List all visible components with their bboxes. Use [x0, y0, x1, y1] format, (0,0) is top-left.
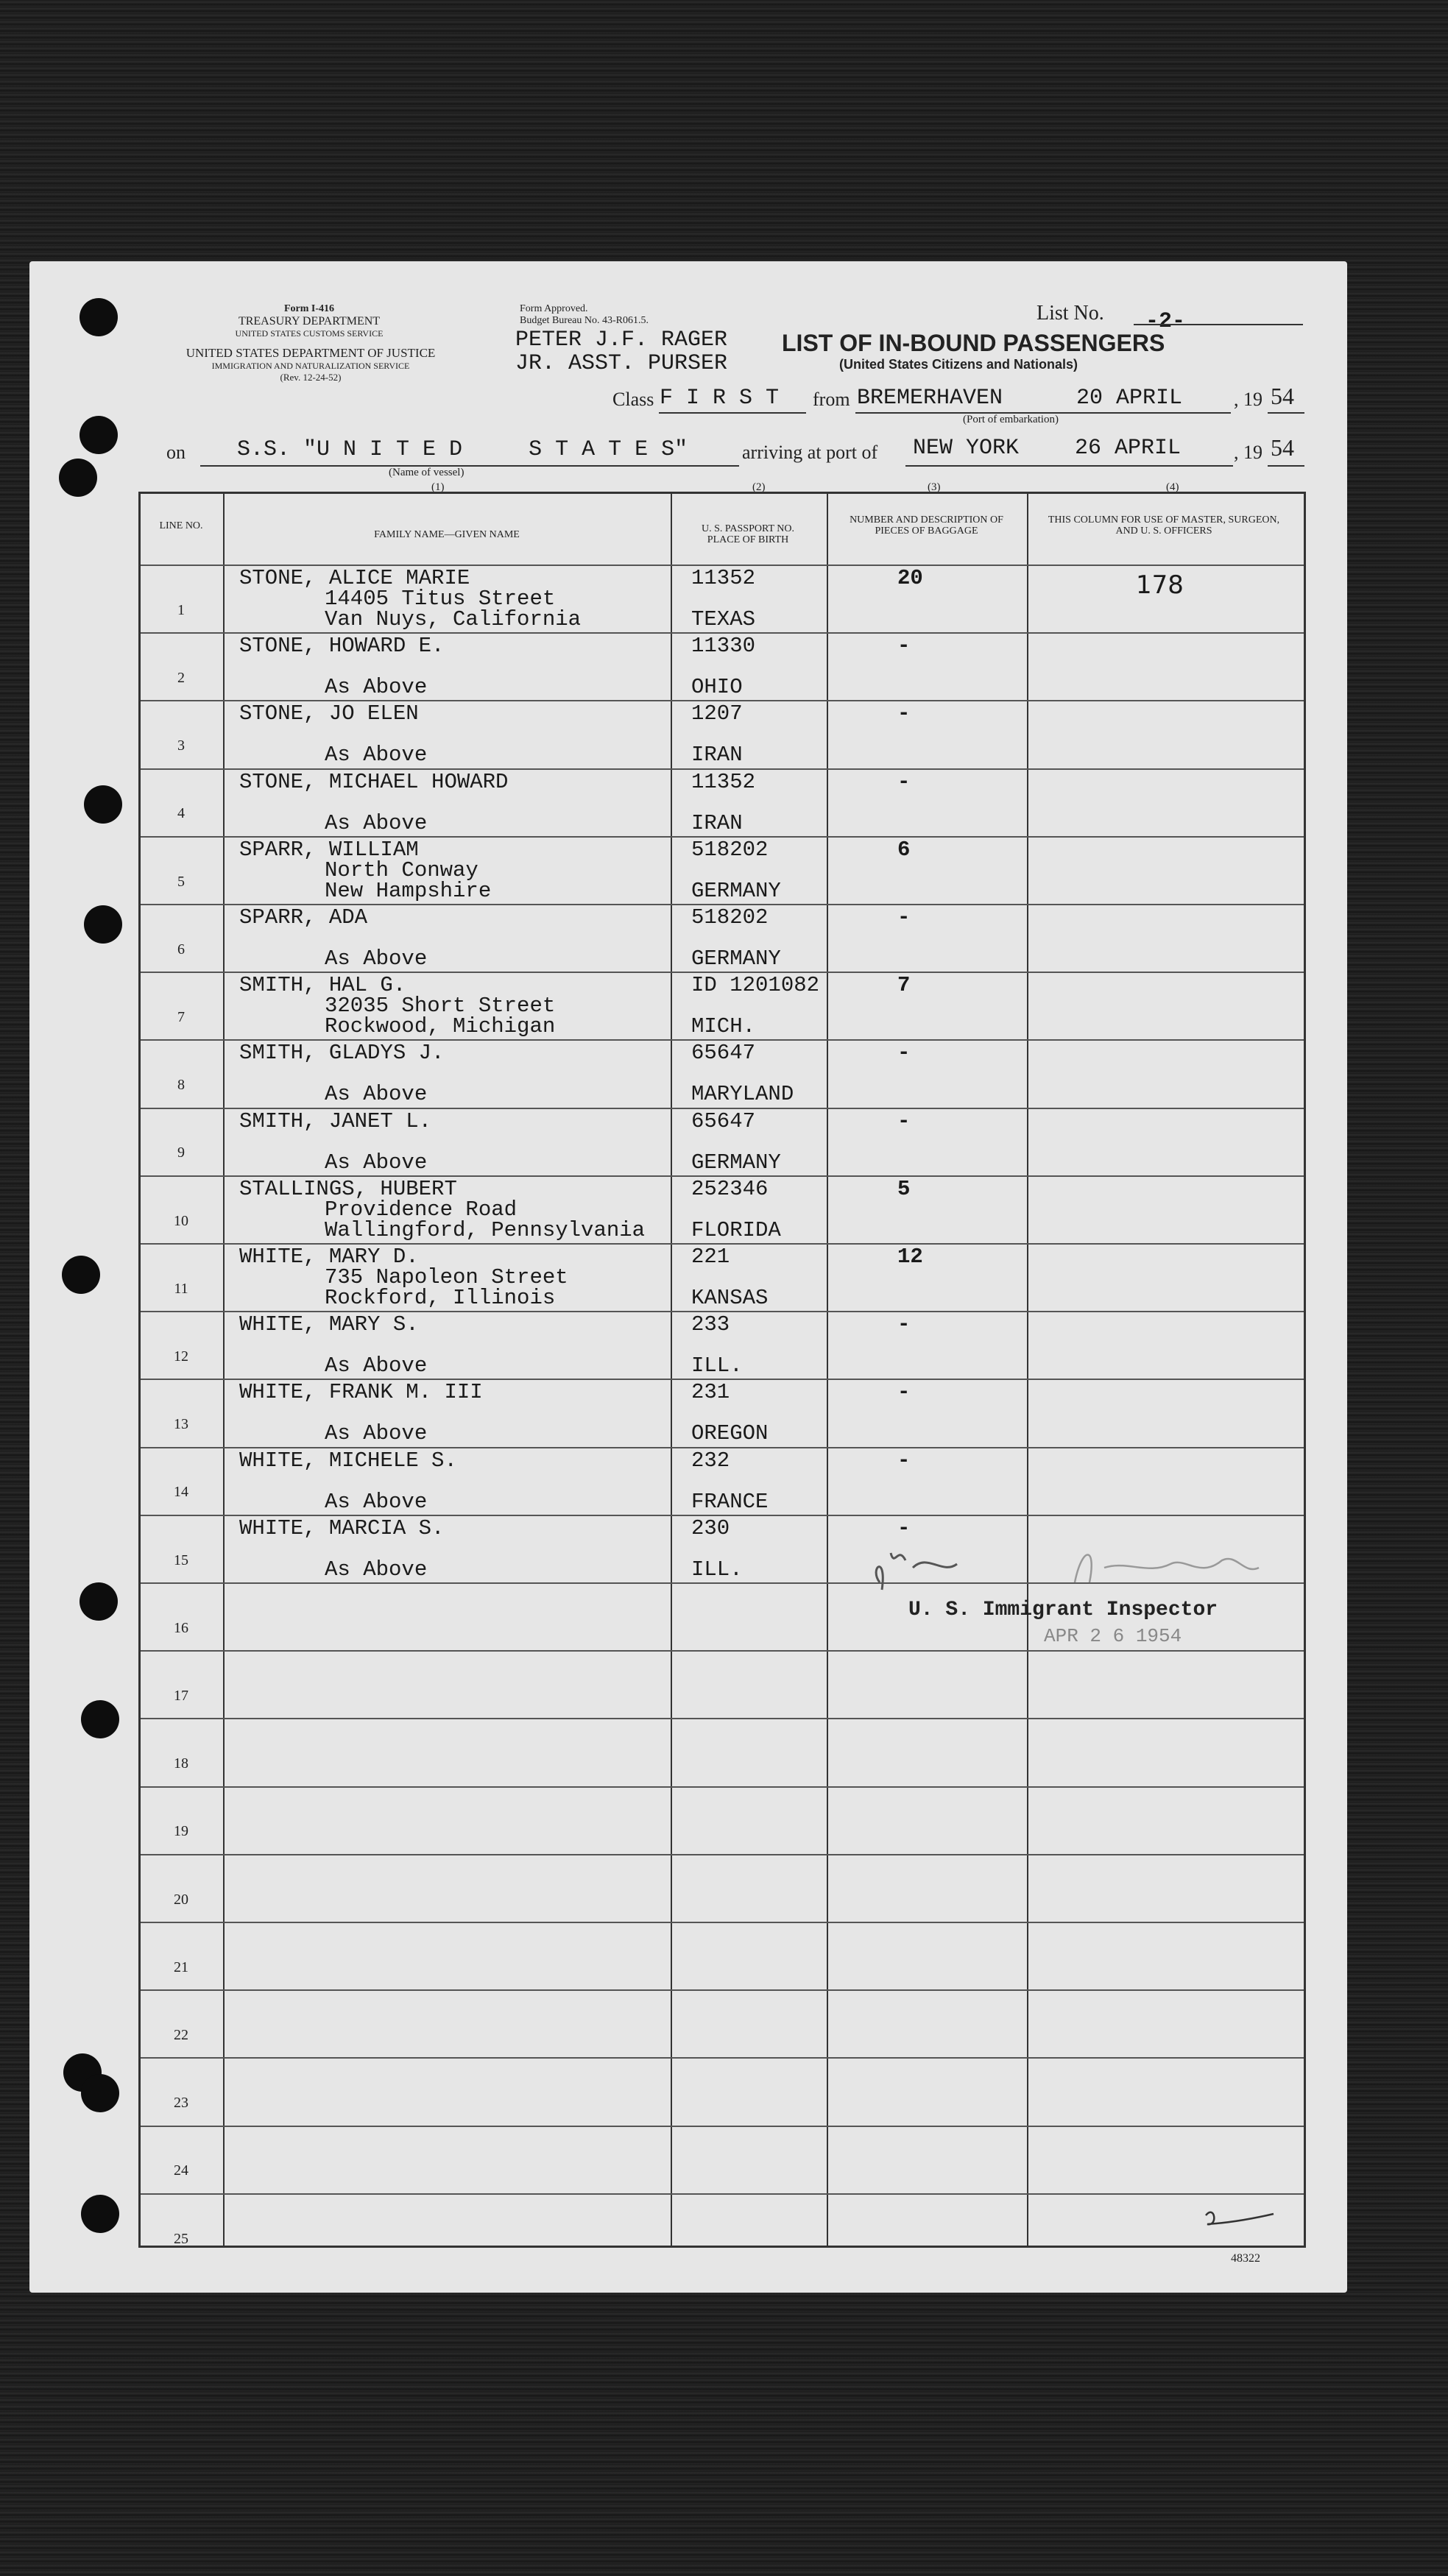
passenger-name: SPARR, WILLIAM [239, 837, 419, 862]
place-of-birth: MARYLAND [691, 1082, 794, 1107]
passenger-name: STALLINGS, HUBERT [239, 1176, 457, 1201]
binder-hole [81, 2195, 119, 2233]
passenger-address-line2: As Above [325, 1421, 428, 1446]
passenger-address-line2: As Above [325, 946, 428, 971]
line-number: 9 [177, 1144, 185, 1161]
passenger-address-line2: As Above [325, 1150, 428, 1175]
baggage-count: - [897, 1448, 911, 1473]
table-row [141, 1447, 1304, 1515]
passenger-address-line2: As Above [325, 1557, 428, 1582]
passport-number: 221 [691, 1245, 730, 1269]
inspector-title: U. S. Immigrant Inspector [908, 1599, 1218, 1621]
baggage-count: - [897, 1041, 911, 1066]
place-of-birth: MICH. [691, 1014, 756, 1039]
passenger-name: STONE, JO ELEN [239, 701, 419, 726]
page-title: LIST OF IN-BOUND PASSENGERS [782, 330, 1165, 356]
table-row [141, 904, 1304, 972]
passenger-name: WHITE, MARY D. [239, 1245, 419, 1269]
passport-number: 11352 [691, 566, 756, 590]
line-number: 23 [174, 2095, 188, 2112]
passport-number: 11330 [691, 634, 756, 659]
binder-hole [80, 298, 118, 336]
passenger-name: STONE, HOWARD E. [239, 634, 445, 659]
form-number: Form I-416 [283, 303, 335, 314]
passenger-address-line2: Rockwood, Michigan [325, 1014, 556, 1039]
passenger-address-line1: North Conway [325, 857, 478, 882]
passenger-address-line2: Wallingford, Pennsylvania [325, 1217, 646, 1242]
passport-number: 252346 [691, 1176, 769, 1201]
line-number: 1 [177, 601, 185, 618]
embarkation-port: BREMERHAVEN [857, 386, 1003, 411]
passenger-name: WHITE, MICHELE S. [239, 1448, 457, 1473]
officer-note: 178 [1136, 570, 1184, 600]
place-of-birth: GERMANY [691, 1150, 781, 1175]
line-number: 20 [174, 1891, 188, 1908]
header-officers: THIS COLUMN FOR USE OF MASTER, SURGEON, AND U. S. OFFICERS [1048, 514, 1280, 537]
line-number: 8 [177, 1077, 185, 1094]
budget-bureau: Budget Bureau No. 43-R061.5. [520, 315, 649, 326]
ins-service: IMMIGRATION AND NATURALIZATION SERVICE [211, 361, 410, 371]
header-name: FAMILY NAME—GIVEN NAME [374, 529, 520, 540]
passenger-name: WHITE, MARY S. [239, 1312, 419, 1337]
binder-hole [84, 905, 122, 944]
customs-service: UNITED STATES CUSTOMS SERVICE [235, 328, 384, 339]
inspector-signature [861, 1538, 1281, 1604]
baggage-count: - [897, 634, 911, 659]
table-row [141, 1108, 1304, 1175]
table-row [141, 1379, 1304, 1446]
passenger-address-line2: As Above [325, 810, 428, 835]
passenger-name: SPARR, ADA [239, 905, 368, 930]
table-row [141, 2193, 1304, 2261]
justice-dept: UNITED STATES DEPARTMENT OF JUSTICE [186, 346, 436, 360]
baggage-count: - [897, 1312, 911, 1337]
line-number: 17 [174, 1687, 188, 1704]
year-prefix: 19 [1243, 389, 1262, 410]
place-of-birth: OHIO [691, 675, 743, 700]
passport-number: 232 [691, 1448, 730, 1473]
passport-number: 230 [691, 1515, 730, 1540]
header-baggage: NUMBER AND DESCRIPTION OF PIECES OF BAGGAGE [850, 514, 1003, 537]
line-number: 2 [177, 669, 185, 686]
vessel-caption: (Name of vessel) [389, 467, 465, 478]
line-number: 14 [174, 1484, 188, 1501]
place-of-birth: ILL. [691, 1557, 743, 1582]
passport-number: 233 [691, 1312, 730, 1337]
class-label: Class [612, 389, 654, 410]
list-label: List No. [1036, 302, 1104, 325]
binder-hole [80, 1582, 118, 1621]
place-of-birth: TEXAS [691, 607, 756, 631]
line-number: 24 [174, 2162, 188, 2179]
passport-number: 518202 [691, 905, 769, 930]
list-number: -2- [1145, 309, 1186, 334]
passenger-address-line1: 735 Napoleon Street [325, 1265, 568, 1289]
table-row [141, 565, 1304, 632]
baggage-count: 5 [897, 1176, 911, 1201]
passport-number: 65647 [691, 1041, 756, 1066]
table-row [141, 836, 1304, 904]
baggage-count: - [897, 905, 911, 930]
revision: (Rev. 12-24-52) [280, 372, 342, 383]
binder-hole [59, 459, 97, 497]
line-number: 10 [174, 1212, 188, 1229]
line-number: 25 [174, 2230, 188, 2247]
passenger-address-line1: 14405 Titus Street [325, 587, 556, 611]
passenger-address-line2: As Above [325, 675, 428, 700]
purser-title: JR. ASST. PURSER [515, 351, 728, 376]
port-embark-caption: (Port of embarkation) [963, 414, 1059, 425]
passenger-address-line1: Providence Road [325, 1197, 518, 1222]
col-num-2: (2) [752, 481, 766, 493]
form-code: 48322 [1231, 2252, 1260, 2265]
class-value: F I R S T [660, 386, 780, 411]
place-of-birth: IRAN [691, 743, 743, 768]
table-row [141, 632, 1304, 700]
year-prefix: 19 [1243, 442, 1262, 463]
baggage-count: - [897, 769, 911, 794]
header-passport: U. S. PASSPORT NO. PLACE OF BIRTH [702, 523, 794, 545]
passenger-name: WHITE, MARCIA S. [239, 1515, 445, 1540]
passenger-name: SMITH, JANET L. [239, 1108, 432, 1133]
table-row [141, 1175, 1304, 1243]
purser-name: PETER J.F. RAGER [515, 328, 728, 353]
table-row [141, 1922, 1304, 1989]
table-row [141, 1243, 1304, 1311]
line-number: 5 [177, 873, 185, 890]
place-of-birth: IRAN [691, 810, 743, 835]
arrival-port: NEW YORK [913, 436, 1020, 461]
passenger-address-line2: Rockford, Illinois [325, 1286, 556, 1310]
form-approved: Form Approved. [520, 303, 588, 314]
passenger-address-line2: As Above [325, 1489, 428, 1514]
baggage-count: - [897, 1108, 911, 1133]
header-line-no: LINE NO. [159, 520, 203, 531]
line-number: 16 [174, 1619, 188, 1636]
place-of-birth: GERMANY [691, 946, 781, 971]
line-number: 3 [177, 737, 185, 754]
pencil-mark [1200, 2201, 1281, 2230]
col-num-4: (4) [1166, 481, 1179, 493]
col-num-3: (3) [928, 481, 941, 493]
table-row [141, 2057, 1304, 2125]
line-number: 22 [174, 2026, 188, 2043]
place-of-birth: FRANCE [691, 1489, 769, 1514]
table-row [141, 1854, 1304, 1922]
table-row [141, 1039, 1304, 1107]
table-row [141, 2126, 1304, 2193]
baggage-count: 20 [897, 566, 923, 590]
baggage-count: - [897, 1380, 911, 1405]
line-number: 15 [174, 1551, 188, 1568]
passport-number: 11352 [691, 769, 756, 794]
line-number: 11 [174, 1280, 188, 1297]
table-row [141, 1311, 1304, 1379]
baggage-count: 7 [897, 973, 911, 998]
passenger-address-line1: 32035 Short Street [325, 994, 556, 1019]
passenger-address-line2: As Above [325, 1082, 428, 1107]
line-number: 4 [177, 805, 185, 822]
binder-hole [80, 416, 118, 454]
passenger-name: STONE, MICHAEL HOWARD [239, 769, 509, 794]
line-number: 21 [174, 1958, 188, 1975]
place-of-birth: ILL. [691, 1354, 743, 1379]
arrival-year: 54 [1271, 434, 1294, 461]
binder-hole [84, 785, 122, 824]
place-of-birth: FLORIDA [691, 1217, 781, 1242]
passenger-address-line2: As Above [325, 743, 428, 768]
table-row [141, 972, 1304, 1039]
table-row [141, 1718, 1304, 1786]
place-of-birth: KANSAS [691, 1286, 769, 1310]
table-row [141, 1989, 1304, 2057]
from-label: from [813, 389, 850, 410]
passport-number: 518202 [691, 837, 769, 862]
passenger-name: SMITH, GLADYS J. [239, 1041, 445, 1066]
line-number: 19 [174, 1823, 188, 1840]
baggage-count: 6 [897, 837, 911, 862]
col-num-1: (1) [431, 481, 445, 493]
inspection-stamp-date: APR 2 6 1954 [1044, 1625, 1182, 1647]
embarkation-year: 54 [1271, 383, 1294, 409]
table-row [141, 700, 1304, 768]
treasury-dept: TREASURY DEPARTMENT [238, 315, 381, 328]
line-number: 6 [177, 941, 185, 958]
embarkation-date: 20 APRIL [1076, 386, 1183, 411]
binder-hole [81, 2074, 119, 2112]
passport-number: 65647 [691, 1108, 756, 1133]
binder-hole [62, 1256, 100, 1294]
passport-number: 1207 [691, 701, 743, 726]
table-row [141, 768, 1304, 836]
passport-number: ID 1201082 [691, 973, 820, 998]
passenger-table [138, 492, 1306, 2248]
arriving-label: arriving at port of [742, 442, 878, 463]
table-row [141, 1786, 1304, 1854]
vessel-name: S.S. "U N I T E D S T A T E S" [237, 437, 688, 462]
page-subtitle: (United States Citizens and Nationals) [838, 357, 1078, 372]
passenger-name: STONE, ALICE MARIE [239, 566, 470, 590]
passport-number: 231 [691, 1380, 730, 1405]
passenger-address-line2: As Above [325, 1354, 428, 1379]
place-of-birth: GERMANY [691, 878, 781, 903]
passenger-name: WHITE, FRANK M. III [239, 1380, 483, 1405]
passenger-name: SMITH, HAL G. [239, 973, 406, 998]
passenger-address-line2: New Hampshire [325, 878, 492, 903]
arrival-date: 26 APRIL [1075, 436, 1182, 461]
line-number: 7 [177, 1008, 185, 1025]
passenger-address-line2: Van Nuys, California [325, 607, 582, 631]
line-number: 12 [174, 1348, 188, 1365]
on-label: on [166, 442, 186, 463]
line-number: 13 [174, 1416, 188, 1433]
binder-hole [81, 1700, 119, 1738]
baggage-count: - [897, 701, 911, 726]
line-number: 18 [174, 1755, 188, 1772]
place-of-birth: OREGON [691, 1421, 769, 1446]
table-row [141, 1650, 1304, 1718]
baggage-count: - [897, 1515, 911, 1540]
baggage-count: 12 [897, 1245, 923, 1269]
